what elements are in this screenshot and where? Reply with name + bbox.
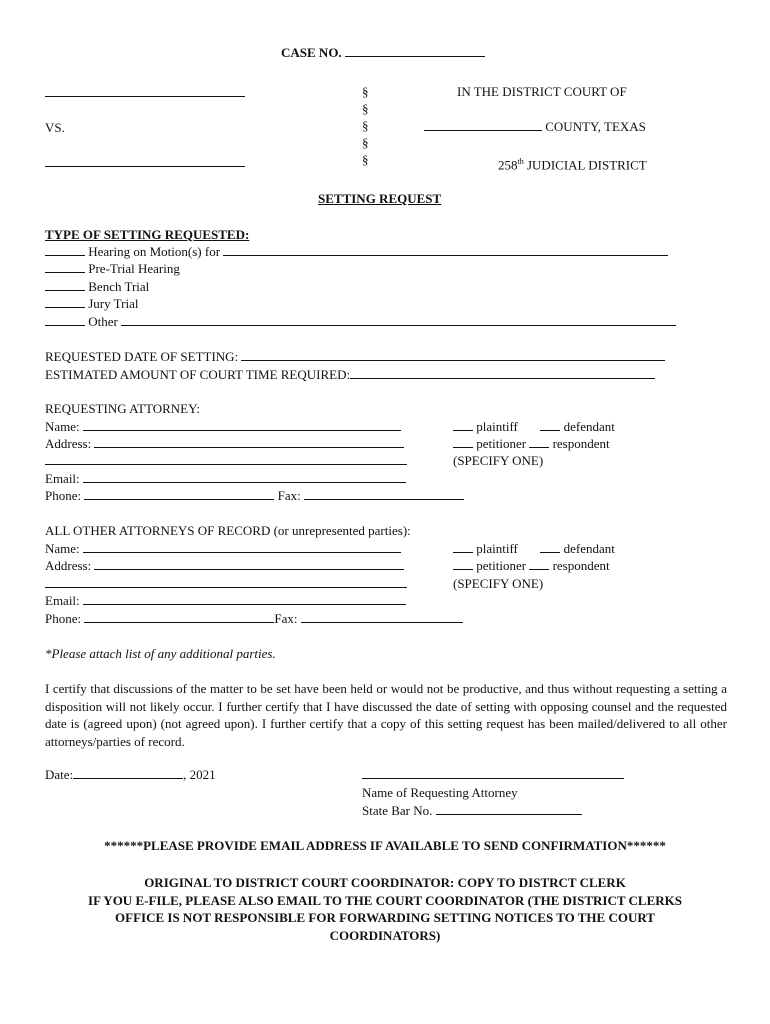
- req-name-line: Name:: [45, 419, 401, 435]
- district-ordinal: th: [517, 157, 524, 166]
- attach-note: *Please attach list of any additional parties.: [45, 646, 276, 661]
- footer-line: IF YOU E-FILE, PLEASE ALSO EMAIL TO THE COURT COORDINATOR (THE DISTRICT CLERKS: [88, 892, 682, 908]
- footer-line: COORDINATORS): [329, 927, 441, 943]
- case-no-line: [281, 45, 485, 61]
- requested-date-field[interactable]: [241, 349, 665, 361]
- req-name-field[interactable]: [83, 419, 401, 431]
- footer-instructions: [0, 874, 770, 944]
- county-line: [424, 119, 646, 135]
- oth-phone-line: Phone: Fax:: [45, 611, 463, 627]
- party-2-field[interactable]: [45, 155, 245, 171]
- req-role-line-2: petitioner respondent: [453, 436, 610, 452]
- signature-field[interactable]: [362, 767, 624, 783]
- bar-no-line: State Bar No.: [362, 803, 582, 819]
- setting-option-other[interactable]: Other: [45, 314, 676, 330]
- req-phone-line: Phone: Fax:: [45, 488, 464, 504]
- requested-date-line: [45, 349, 665, 365]
- req-role-line-1: plaintiff defendant: [453, 419, 615, 435]
- oth-phone-field[interactable]: [84, 611, 274, 623]
- vs-label: VS.: [45, 120, 65, 135]
- county-label: COUNTY, TEXAS: [545, 119, 646, 134]
- signature-name-label: Name of Requesting Attorney: [362, 785, 518, 800]
- oth-address-field[interactable]: [94, 558, 404, 570]
- section-symbol: §: [362, 152, 369, 167]
- court-of-label: IN THE DISTRICT COURT OF: [457, 84, 627, 99]
- estimated-time-line: [45, 367, 655, 383]
- date-field[interactable]: [73, 767, 183, 779]
- req-email-field[interactable]: [83, 471, 406, 483]
- district-line: [498, 154, 647, 173]
- oth-name-line: Name:: [45, 541, 401, 557]
- req-email-line: Email:: [45, 471, 406, 487]
- req-phone-field[interactable]: [84, 488, 274, 500]
- estimated-time-label: ESTIMATED AMOUNT OF COURT TIME REQUIRED:: [45, 367, 351, 382]
- oth-address-line: Address:: [45, 558, 404, 574]
- setting-type-heading: TYPE OF SETTING REQUESTED:: [45, 227, 250, 242]
- date-line: Date: , 2021: [45, 767, 216, 782]
- other-attorneys-heading: ALL OTHER ATTORNEYS OF RECORD (or unrepresented parties):: [45, 523, 411, 538]
- footer-line: ORIGINAL TO DISTRICT COURT COORDINATOR: COPY TO DISTRCT CLERK: [144, 875, 626, 890]
- req-defendant-check[interactable]: [540, 419, 560, 431]
- oth-plaintiff-check[interactable]: [453, 541, 473, 553]
- setting-option-hearing[interactable]: Hearing on Motion(s) for: [45, 244, 668, 260]
- oth-specify-label: (SPECIFY ONE): [453, 576, 544, 591]
- district-label: JUDICIAL DISTRICT: [526, 157, 647, 173]
- hearing-motion-field[interactable]: [223, 244, 668, 256]
- certification-paragraph: I certify that discussions of the matter to be set have been held or would not be productive, and thus without requesting a setting a disposition will not likely occur. I further certify that I have discussed the date of setting with opposing counsel and the requested date is (agreed upon) (not agreed upon). I further certify that a copy of this setting request has been mailed/delivered to all other attorneys/parties of record.: [45, 681, 727, 749]
- req-address2-field[interactable]: [45, 453, 407, 469]
- estimated-time-field[interactable]: [350, 367, 655, 379]
- req-address-field[interactable]: [94, 436, 404, 448]
- section-symbol: §: [362, 118, 369, 133]
- oth-address2-field[interactable]: [45, 576, 407, 592]
- oth-email-field[interactable]: [83, 593, 406, 605]
- oth-role-line-1: plaintiff defendant: [453, 541, 615, 557]
- case-no-field[interactable]: [345, 45, 485, 57]
- section-symbols: [362, 83, 369, 168]
- oth-fax-field[interactable]: [301, 611, 463, 623]
- req-specify-label: (SPECIFY ONE): [453, 453, 544, 468]
- oth-defendant-check[interactable]: [540, 541, 560, 553]
- section-symbol: §: [362, 84, 369, 99]
- county-field[interactable]: [424, 119, 542, 131]
- req-plaintiff-check[interactable]: [453, 419, 473, 431]
- requested-date-label: REQUESTED DATE OF SETTING:: [45, 349, 239, 364]
- oth-role-line-2: petitioner respondent: [453, 558, 610, 574]
- oth-respondent-check[interactable]: [529, 558, 549, 570]
- case-no-label: CASE NO.: [281, 45, 342, 60]
- form-title: SETTING REQUEST: [318, 191, 442, 206]
- bar-no-field[interactable]: [436, 803, 582, 815]
- section-symbol: §: [362, 135, 369, 150]
- section-symbol: §: [362, 101, 369, 116]
- oth-name-field[interactable]: [83, 541, 401, 553]
- oth-email-line: Email:: [45, 593, 406, 609]
- other-setting-field[interactable]: [121, 314, 676, 326]
- req-respondent-check[interactable]: [529, 436, 549, 448]
- oth-petitioner-check[interactable]: [453, 558, 473, 570]
- requesting-attorney-heading: REQUESTING ATTORNEY:: [45, 401, 200, 416]
- req-petitioner-check[interactable]: [453, 436, 473, 448]
- district-number: 258: [498, 157, 518, 173]
- setting-option-jury[interactable]: Jury Trial: [45, 296, 138, 312]
- email-notice: ******PLEASE PROVIDE EMAIL ADDRESS IF AVAILABLE TO SEND CONFIRMATION******: [104, 838, 666, 853]
- req-address-line: Address:: [45, 436, 404, 452]
- setting-option-bench[interactable]: Bench Trial: [45, 279, 149, 295]
- party-1-field[interactable]: [45, 85, 245, 101]
- req-fax-field[interactable]: [304, 488, 464, 500]
- footer-line: OFFICE IS NOT RESPONSIBLE FOR FORWARDING SETTING NOTICES TO THE COURT: [115, 910, 655, 925]
- setting-option-pretrial[interactable]: Pre-Trial Hearing: [45, 261, 180, 277]
